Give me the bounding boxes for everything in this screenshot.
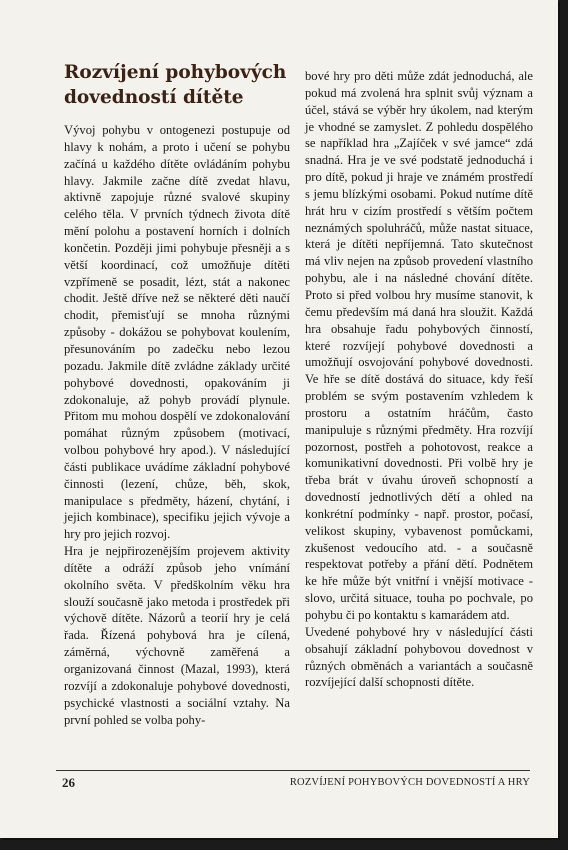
article-title-line-1: Rozvíjení pohybových — [64, 62, 287, 83]
page-number: 26 — [62, 775, 75, 790]
left-column — [64, 122, 290, 728]
paragraph: Vývoj pohybu v ontogenezi postupuje od hlavy k nohám, a proto i učení se pohybu začíná u každého dítěte ovládáním pohybu hlavy. Jakmile začne dítě zvedat hlavu, aktivně zapojuje různé svalové skupiny celého těla. V prvních týdnech života dítě mění polohu a postavení horních i dolních končetin. Později jimi pohybuje přesněji a s větší koordinací, což umožňuje dítěti vzpřímeně se posadit, lézt, stát a nakonec chodit. Ještě dříve než se některé děti naučí chodit, přemisťují se mnoha různými způsoby - dokážou se pohybovat koulením, přesunováním po zadečku nebo lezou pozadu. Jakmile dítě zvládne základy určité pohybové dovednosti, opakováním ji zdokonaluje, až pohyb provádí plynule. Přitom mu mohou dospělí ve zdokonalování pomáhat různým způsobem (motivací, volbou pohybové hry apod.). V následující části publikace uvádíme základní pohybové činnosti (lezení, chůze, běh, skok, manipulace s předměty, házení, chytání, i jejich kombinace), specifiku jejich vývoje a hry pro jejich rozvoj. — [64, 123, 290, 542]
paragraph: Hra je nejpřirozenějším projevem aktivity dítěte a odráží způsob jeho vnímání okolního světa. V předškolním věku hra slouží současně jako metoda i prostředek při výchově dítěte. Názorů a teorií hry je celá řada. Řízená pohybová hra je cílená, záměrná, výchovně zaměřená a organizovaná činnost (Mazal, 1993), která rozvíjí a zdokonaluje pohybové dovednosti, psychické vlastnosti a sociální vztahy. Na první pohled se volba pohy- — [64, 544, 290, 727]
paragraph: Uvedené pohybové hry v následující části obsahují základní pohybovou dovednost v různých obměnách a variantách a současně rozvíjející další schopnosti dítěte. — [305, 624, 533, 690]
article-title — [64, 60, 294, 110]
paragraph: bové hry pro děti může zdát jednoduchá, ale pokud má zvolená hra splnit svůj význam a účel, stává se výběr hry úkolem, nad kterým je vhodné se zamyslet. Z pohledu dospělého se například hra „Zajíček v své jamce“ zdá snadná. Hra je ve své podstatě jednoduchá i pro dítě, pokud ji hraje ve známém prostředí s jemu blízkými osobami. Pokud nutíme dítě hrát hru v cizím prostředí s větším počtem neznámých spoluhráčů, může nastat situace, která je dítěti nepříjemná. Tato skutečnost má vliv nejen na způsob provedení vlastního pohybu, ale i na následné chování dítěte. Proto si před volbou hry musíme stanovit, k čemu především má daná hra sloužit. Každá hra obsahuje řadu pohybových činností, které rozvíjejí pohybové dovednosti a umožňují osvojování pohybové dovednosti. Ve hře se dítě dostává do situace, kdy řeší problém se svým postavením vzhledem k prostoru a ostatním hráčům, často manipuluje s různými předměty. Hra rozvíjí pozornost, postřeh a pohotovost, reakce a komunikativní dovednosti. Při volbě hry je třeba brát v úvahu úroveň schopností a dovedností jednotlivých dětí a ohled na konkrétní podmínky - např. prostor, počasí, velikost skupiny, vybavenost pomůckami, zkušenost vedoucího atd. - a současně respektovat potřeby a přání dětí. Podnětem ke hře může být vnitřní i vnější motivace - slovo, určitá situace, touha po pochvale, po pohybu či po kontaktu s kamarádem atd. — [305, 69, 533, 622]
footer-rule — [56, 770, 530, 771]
right-column — [305, 68, 533, 691]
running-head: ROZVÍJENÍ POHYBOVÝCH DOVEDNOSTÍ A HRY — [289, 777, 530, 788]
article-title-line-2: dovedností dítěte — [64, 87, 244, 108]
